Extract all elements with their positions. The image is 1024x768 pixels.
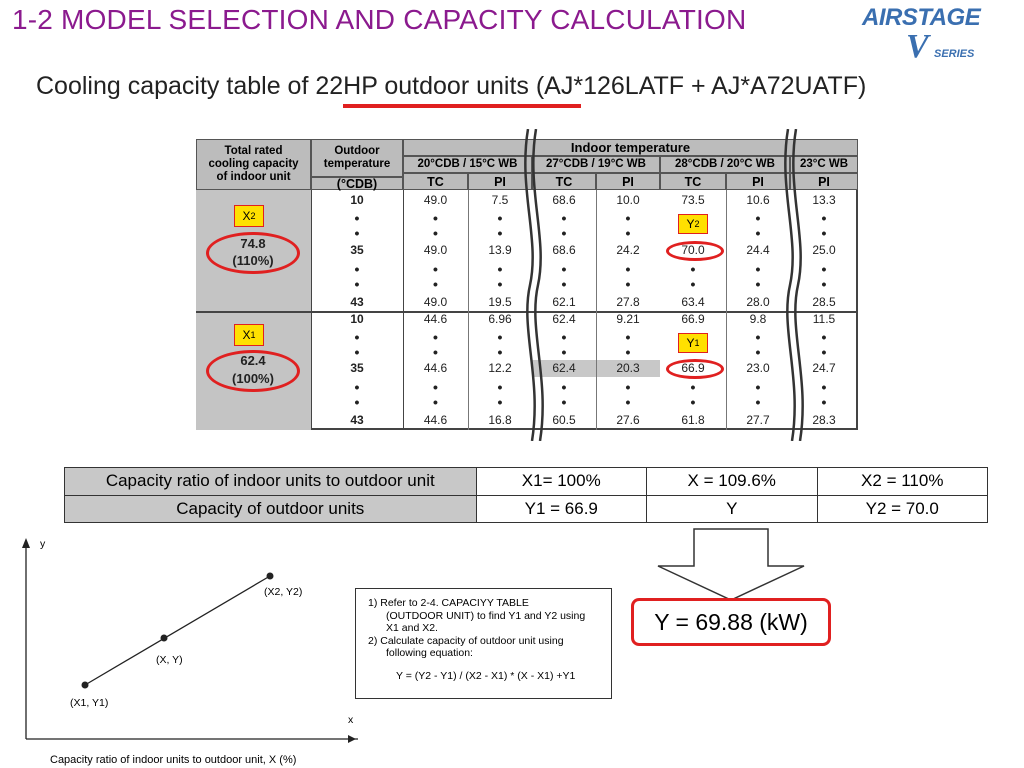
airstage-logo [862,4,1012,66]
ellipsis-dot: • [497,276,503,292]
point-label-xy: (X, Y) [156,654,183,666]
ellipsis-dot: • [561,276,567,292]
ellipsis-dot: • [561,379,567,395]
ellipsis-dot: • [625,344,631,360]
header-outdoor-temp: Outdoor temperature [311,139,403,177]
header-pi-3: PI [726,173,790,190]
x1-sub: 1 [250,330,256,340]
table-cell: 44.6 [423,361,448,375]
capacity-label: Capacity of outdoor units [65,495,477,523]
logo-v: V [906,28,929,65]
table-cell: 62.4 [552,361,576,375]
ellipsis-dot: • [433,379,438,395]
x-axis-label: x [348,714,354,726]
col-line [468,190,469,430]
point-x2y2 [267,573,274,580]
logo-brand: AIRSTAGE [862,4,981,31]
table-cell: 13.3 [812,193,836,207]
x-axis-caption: Capacity ratio of indoor units to outdoor unit, X (%) [50,754,297,766]
table-cell: 60.5 [552,413,576,427]
table-row [65,495,988,523]
table-cell: 49.0 [423,243,448,257]
ellipsis-dot: • [625,379,631,395]
ellipsis-dot: • [433,261,438,277]
table-cell: 11.5 [812,312,836,326]
table-cell: 27.6 [616,413,640,427]
x2-pct: (110%) [232,253,274,268]
header-tc-3: TC [660,173,726,190]
x1-letter: X [242,328,251,342]
ellipsis-dot: • [625,394,631,410]
col-line [596,190,597,430]
y1-marker [678,333,708,353]
ellipsis-dot: • [755,276,761,292]
ellipsis-dot: • [561,344,567,360]
header-outdoor-unit: (°CDB) [311,177,403,190]
ellipsis-dot: • [755,225,761,241]
point-xy [161,635,168,642]
y2-capacity: Y2 = 70.0 [817,495,988,523]
header-tc-2: TC [532,173,596,190]
x2-sub: 2 [250,211,256,221]
cell-outdoor-temp: 43 [350,413,364,427]
cell-outdoor-temp: 35 [350,243,364,257]
table-cell: 20.3 [616,361,640,375]
ellipsis-dot: • [354,276,360,292]
header-pi-4: PI [790,173,858,190]
table-cell: 12.2 [488,361,512,375]
ellipsis-dot: • [433,225,438,241]
ellipsis-dot: • [497,379,503,395]
table-row [65,468,988,496]
table-cell: 27.7 [746,413,770,427]
subtitle-underline [343,104,581,108]
ellipsis-dot: • [497,261,503,277]
ellipsis-dot: • [433,344,438,360]
ellipsis-dot: • [497,225,503,241]
ellipsis-dot: • [755,344,761,360]
x-axis-arrow-icon [348,735,356,743]
header-cond-3: 28°CDB / 20°C WB [660,156,790,173]
down-arrow-icon [656,528,806,602]
table-cell: 68.6 [552,243,576,257]
instruction-line: X1 and X2. [386,622,438,634]
table-cell: 61.8 [681,413,705,427]
ellipsis-dot: • [690,379,696,395]
cell-outdoor-temp: 43 [350,295,364,309]
x1-marker [234,324,264,346]
table-cell: 9.21 [616,312,640,326]
ellipsis-dot: • [354,329,360,345]
instruction-line: 1) Refer to 2-4. CAPACIYY TABLE [368,597,529,609]
y-axis-label: y [40,538,46,550]
ellipsis-dot: • [690,394,696,410]
x2-marker [234,205,264,227]
header-tc-1: TC [403,173,468,190]
ellipsis-dot: • [561,210,567,226]
table-cell: 10.6 [746,193,770,207]
cell-outdoor-temp: 10 [350,193,364,207]
y1-capacity: Y1 = 66.9 [476,495,646,523]
table-cell: 13.9 [488,243,512,257]
ellipsis-dot: • [821,329,827,345]
ellipsis-dot: • [433,329,438,345]
y2-marker [678,214,708,234]
table-cell: 24.2 [616,243,640,257]
table-cell: 28.0 [746,295,770,309]
table-cell: 68.6 [552,193,576,207]
header-cond-1: 20°CDB / 15°C WB [403,156,532,173]
ellipsis-dot: • [821,276,827,292]
x2-ratio: X2 = 110% [817,468,988,496]
table-cell: 10.0 [616,193,640,207]
ellipsis-dot: • [625,225,631,241]
ellipsis-dot: • [821,261,827,277]
table-cell: 62.4 [552,312,576,326]
ellipsis-dot: • [354,394,360,410]
ellipsis-dot: • [690,276,696,292]
table-cell: 44.6 [423,312,448,326]
ellipsis-dot: • [354,225,360,241]
point-label-x2y2: (X2, Y2) [264,586,303,598]
table-cell: 28.3 [812,413,836,427]
cooling-capacity-table [196,139,858,430]
table-cell: 62.1 [552,295,576,309]
cell-outdoor-temp: 10 [350,312,364,326]
table-cell: 24.4 [746,243,770,257]
ellipsis-dot: • [821,210,827,226]
interpolation-line [85,576,270,685]
ellipsis-dot: • [625,210,631,226]
ellipsis-dot: • [690,261,696,277]
ellipsis-dot: • [755,394,761,410]
table-subtitle: Cooling capacity table of 22HP outdoor units (AJ*126LATF + AJ*A72UATF) [36,72,867,100]
header-total-capacity: Total rated cooling capacity of indoor unit [196,139,311,190]
y2-letter: Y [686,217,695,231]
table-cell: 66.9 [681,361,705,375]
ellipsis-dot: • [354,379,360,395]
table-cell: 6.96 [488,312,512,326]
table-cell: 44.6 [423,413,448,427]
x-ratio: X = 109.6% [646,468,817,496]
instruction-line: 2) Calculate capacity of outdoor unit using [368,634,564,647]
interpolation-equation: Y = (Y2 - Y1) / (X2 - X1) * (X - X1) +Y1 [396,669,576,682]
ellipsis-dot: • [625,261,631,277]
header-indoor-temp: Indoor temperature [403,139,858,156]
table-cell: 19.5 [488,295,512,309]
y-capacity: Y [646,495,817,523]
col-line [311,190,312,430]
instruction-line: following equation: [386,647,473,659]
x1-pct: (100%) [232,371,274,386]
x1-ratio: X1= 100% [476,468,646,496]
ellipsis-dot: • [497,344,503,360]
ellipsis-dot: • [821,225,827,241]
y1-sub: 1 [694,338,700,348]
page-title: 1-2 MODEL SELECTION AND CAPACITY CALCULATION [12,4,747,35]
table-cell: 49.0 [423,295,448,309]
ellipsis-dot: • [755,329,761,345]
ratio-label: Capacity ratio of indoor units to outdoor unit [65,468,477,496]
result-value: Y = 69.88 (kW) [631,598,831,646]
table-cell: 9.8 [749,312,767,326]
header-cond-4: 23°C WB [790,156,858,173]
ellipsis-dot: • [561,329,567,345]
ellipsis-dot: • [821,394,827,410]
ellipsis-dot: • [433,210,438,226]
ellipsis-dot: • [354,344,360,360]
ellipsis-dot: • [354,261,360,277]
cell-outdoor-temp: 35 [350,361,364,375]
table-cell: 16.8 [488,413,512,427]
col-line [403,190,404,430]
ellipsis-dot: • [433,394,438,410]
y-axis-arrow-icon [22,538,30,548]
x2-letter: X [242,209,251,223]
col-line [726,190,727,430]
ellipsis-dot: • [354,210,360,226]
ellipsis-dot: • [561,261,567,277]
header-cond-2: 27°CDB / 19°C WB [532,156,660,173]
ellipsis-dot: • [755,210,761,226]
x2-value: 74.8 [240,236,266,251]
table-cell: 70.0 [681,243,705,257]
table-cell: 28.5 [812,295,836,309]
y2-sub: 2 [694,219,700,229]
logo-series: SERIES [934,48,975,60]
table-cell: 63.4 [681,295,705,309]
graph-canvas [8,534,358,768]
table-cell: 25.0 [812,243,836,257]
ellipsis-dot: • [755,379,761,395]
table-cell: 66.9 [681,312,705,326]
capacity-ratio-table [64,467,988,523]
ellipsis-dot: • [625,329,631,345]
ellipsis-dot: • [497,329,503,345]
header-pi-1: PI [468,173,532,190]
ellipsis-dot: • [755,261,761,277]
table-cell: 7.5 [491,193,509,207]
table-cell: 23.0 [746,361,770,375]
instructions-box [355,588,612,699]
ellipsis-dot: • [821,379,827,395]
table-cell: 73.5 [681,193,705,207]
ellipsis-dot: • [561,225,567,241]
table-cell: 49.0 [423,193,448,207]
ellipsis-dot: • [561,394,567,410]
ellipsis-dot: • [497,394,503,410]
table-cell: 27.8 [616,295,640,309]
ellipsis-dot: • [497,210,503,226]
header-pi-2: PI [596,173,660,190]
point-label-x1y1: (X1, Y1) [70,697,109,709]
instruction-line: (OUTDOOR UNIT) to find Y1 and Y2 using [386,609,586,622]
point-x1y1 [82,682,89,689]
y1-letter: Y [686,336,695,350]
interpolation-graph [8,534,358,768]
table-cell: 24.7 [812,361,836,375]
ellipsis-dot: • [625,276,631,292]
ellipsis-dot: • [821,344,827,360]
ellipsis-dot: • [433,276,438,292]
x1-value: 62.4 [240,353,266,368]
